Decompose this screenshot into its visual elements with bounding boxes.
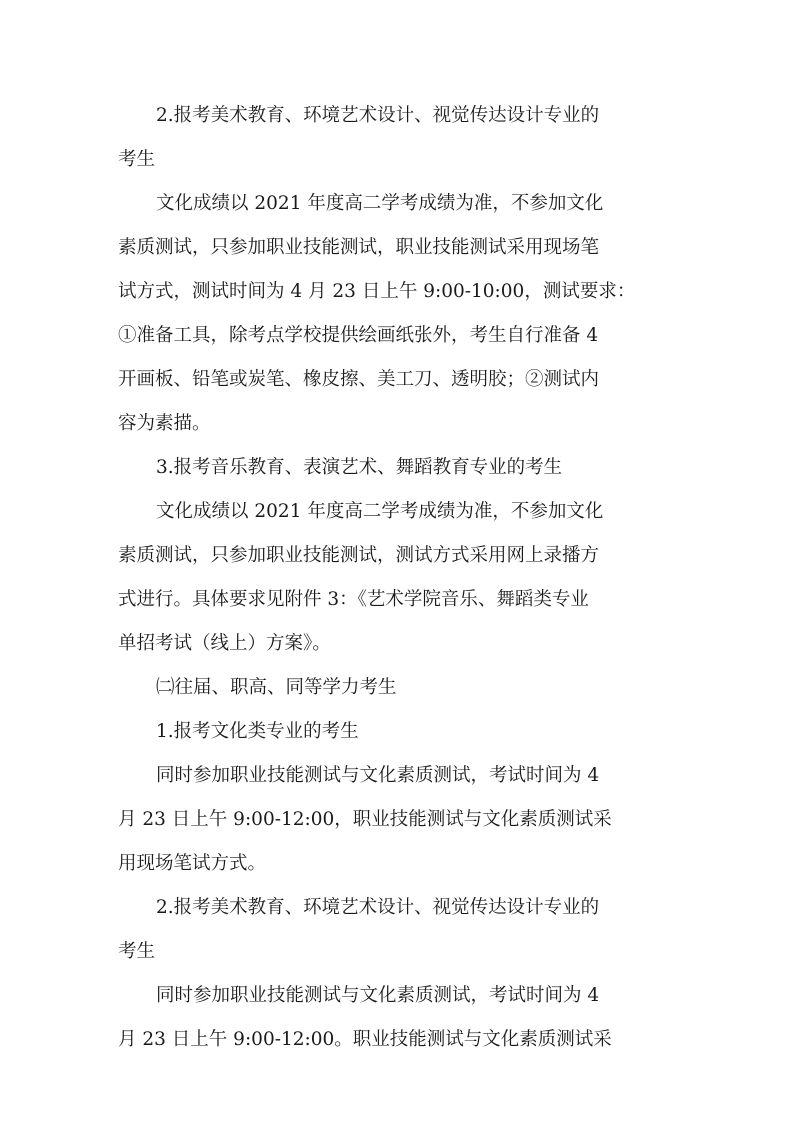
heading-art-design-majors-2-cont: 考生 — [118, 941, 156, 962]
paragraph-line: 用现场笔试方式。 — [118, 853, 267, 874]
paragraph-line: 同时参加职业技能测试与文化素质测试，考试时间为 4 — [156, 985, 600, 1006]
paragraph-line: 同时参加职业技能测试与文化素质测试，考试时间为 4 — [156, 765, 600, 786]
heading-art-design-majors-cont: 考生 — [118, 149, 156, 170]
heading-art-design-majors-2: 2.报考美术教育、环境艺术设计、视觉传达设计专业的 — [156, 897, 600, 918]
paragraph-line: 开画板、铅笔或炭笔、橡皮擦、美工刀、透明胶；②测试内 — [118, 369, 600, 390]
paragraph-line: 容为素描。 — [118, 413, 211, 434]
paragraph-line: 月 23 日上午 9:00-12:00。职业技能测试与文化素质测试采 — [118, 1029, 612, 1050]
paragraph-line: 单招考试（线上）方案》。 — [118, 633, 331, 654]
paragraph-line: 试方式，测试时间为 4 月 23 日上午 9:00-10:00，测试要求： — [118, 281, 636, 302]
heading-music-dance-majors: 3.报考音乐教育、表演艺术、舞蹈教育专业的考生 — [156, 457, 563, 478]
heading-culture-majors: 1.报考文化类专业的考生 — [156, 721, 359, 742]
section-heading-previous-graduates: ㈡往届、职高、同等学力考生 — [156, 677, 397, 698]
paragraph-line: 式进行。具体要求见附件 3：《艺术学院音乐、舞蹈类专业 — [118, 589, 589, 610]
paragraph-line: ①准备工具，除考点学校提供绘画纸张外，考生自行准备 4 — [118, 325, 599, 346]
paragraph-line: 素质测试，只参加职业技能测试，测试方式采用网上录播方 — [118, 545, 600, 566]
heading-art-design-majors: 2.报考美术教育、环境艺术设计、视觉传达设计专业的 — [156, 105, 600, 126]
paragraph-line: 文化成绩以 2021 年度高二学考成绩为准，不参加文化 — [156, 501, 604, 522]
paragraph-line: 月 23 日上午 9:00-12:00，职业技能测试与文化素质测试采 — [118, 809, 612, 830]
paragraph-line: 文化成绩以 2021 年度高二学考成绩为准，不参加文化 — [156, 193, 604, 214]
paragraph-line: 素质测试，只参加职业技能测试，职业技能测试采用现场笔 — [118, 237, 600, 258]
